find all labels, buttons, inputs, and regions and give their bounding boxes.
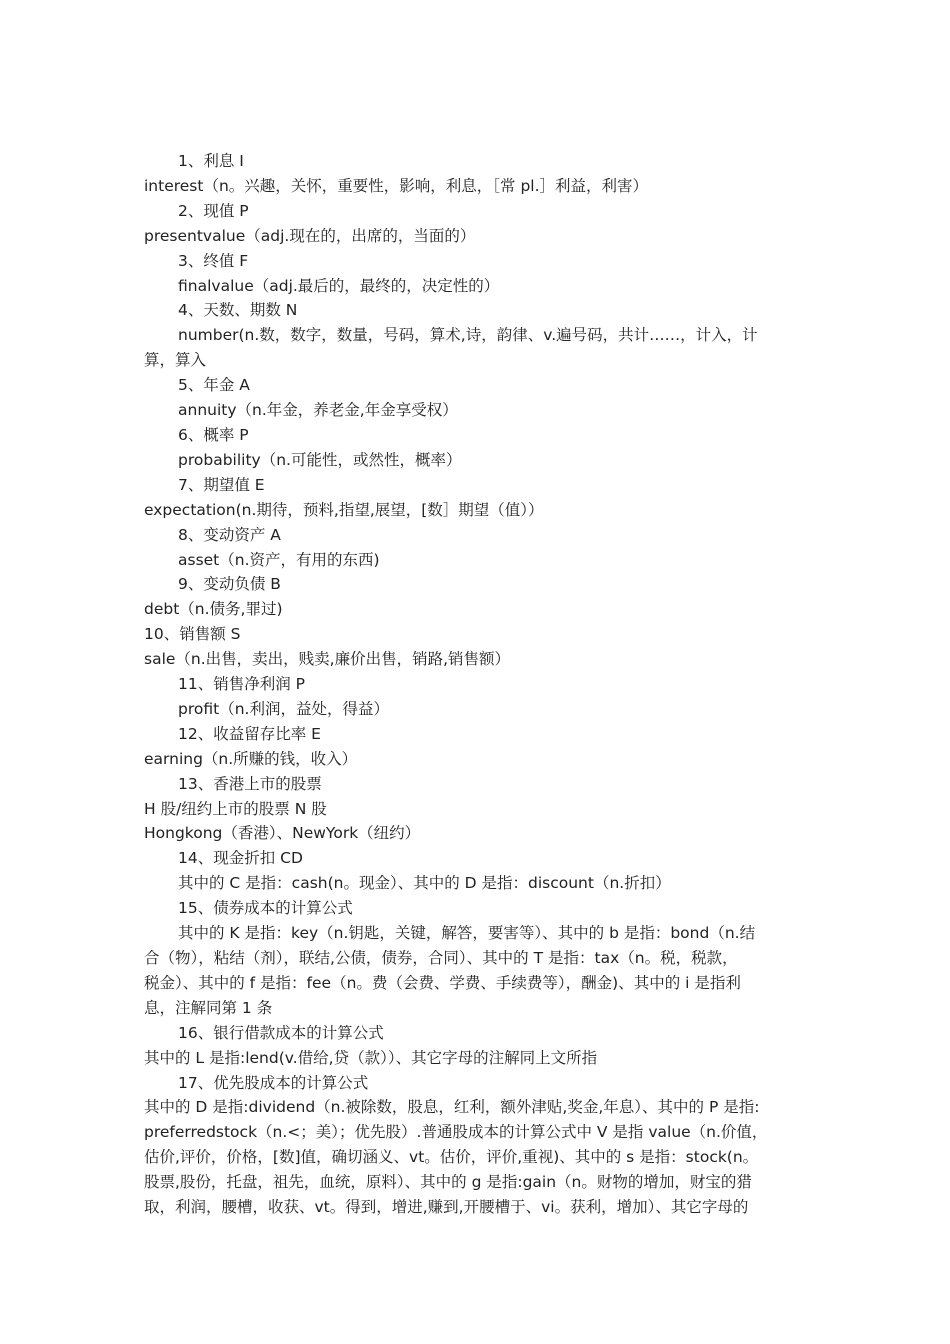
text-line: profit（n.利润，益处，得益）	[178, 699, 389, 718]
text-line: 6、概率 P	[178, 425, 249, 444]
text-line: probability（n.可能性，或然性，概率）	[178, 450, 462, 469]
text-line: Hongkong（香港）、NewYork（纽约）	[144, 824, 421, 843]
text-line: 2、现值 P	[178, 201, 249, 220]
text-line: asset（n.资产，有用的东西)	[178, 550, 380, 569]
text-line: 其中的 K 是指：key（n.钥匙，关键，解答，要害等）、其中的 b 是指：bond（n.结	[178, 924, 756, 943]
text-line: 合（物），粘结（剂），联结,公债，债券，合同）、其中的 T 是指：tax（n。税，税款，	[144, 949, 738, 967]
text-line: 1、利息 I	[178, 152, 244, 170]
document-body	[144, 149, 806, 1220]
text-line: preferredstock（n.<；美）；优先股）.普通股成本的计算公式中 V 是指 value（n.价值，	[144, 1123, 768, 1142]
text-line: finalvalue（adj.最后的，最终的，决定性的）	[178, 276, 500, 295]
text-line: debt（n.债务,罪过)	[144, 600, 283, 619]
text-line: 取，利润，腰槽，收获、vt。得到，增进,赚到,开腰槽于、vi。获利，增加）、其它字母的	[144, 1198, 749, 1217]
text-line: 其中的 L 是指:lend(v.借给,贷（款））、其它字母的注解同上文所指	[144, 1048, 598, 1067]
text-line: 3、终值 F	[178, 251, 249, 270]
text-line: 14、现金折扣 CD	[178, 849, 303, 868]
text-line: 4、天数、期数 N	[178, 301, 298, 320]
text-line: 9、变动负债 B	[178, 575, 281, 594]
text-line: 股票,股份，托盘，祖先，血统，原料）、其中的 g 是指:gain（n。财物的增加，财宝的猎	[144, 1173, 752, 1192]
text-line: 13、香港上市的股票	[178, 774, 322, 793]
text-line: 11、销售净利润 P	[178, 675, 305, 694]
text-line: 估价,评价，价格，[数]值，确切涵义、vt。估价，评价,重视)、其中的 s 是指：stock(n。	[144, 1148, 759, 1167]
text-line: 15、债券成本的计算公式	[178, 899, 353, 918]
text-line: 16、银行借款成本的计算公式	[178, 1023, 384, 1042]
text-line: 8、变动资产 A	[178, 525, 281, 544]
text-line: H 股/纽约上市的股票 N 股	[144, 799, 327, 818]
text-line: 其中的 D 是指:dividend（n.被除数，股息，红利，额外津贴,奖金,年息）、其中的 P 是指:	[144, 1098, 760, 1117]
text-line: 算，算入	[144, 351, 207, 370]
text-line: sale（n.出售，卖出，贱卖,廉价出售，销路,销售额）	[144, 650, 511, 669]
text-line: presentvalue（adj.现在的，出席的，当面的）	[144, 226, 476, 245]
text-line: earning（n.所赚的钱，收入）	[144, 749, 358, 768]
text-line: 7、期望值 E	[178, 475, 265, 494]
text-line: 10、销售额 S	[144, 625, 241, 644]
text-line: 17、优先股成本的计算公式	[178, 1073, 369, 1092]
text-line: expectation(n.期待，预料,指望,展望，[数］期望（值））	[144, 500, 544, 519]
text-line: 息，注解同第 1 条	[144, 998, 273, 1017]
text-line: interest（n。兴趣，关怀，重要性，影响，利息，［常 pl.］利益，利害）	[144, 176, 649, 195]
text-line: 其中的 C 是指：cash(n。现金）、其中的 D 是指：discount（n.折扣）	[178, 874, 671, 893]
text-line: 5、年金 A	[178, 376, 250, 395]
text-line: annuity（n.年金，养老金,年金享受权）	[178, 401, 458, 420]
text-line: 税金）、其中的 f 是指：fee（n。费（会费、学费、手续费等），酬金)、其中的 i 是指利	[144, 973, 741, 992]
text-line: 12、收益留存比率 E	[178, 724, 321, 743]
text-line: number(n.数，数字，数量，号码，算术,诗，韵律、v.遍号码，共计……，计入，计	[178, 326, 758, 345]
